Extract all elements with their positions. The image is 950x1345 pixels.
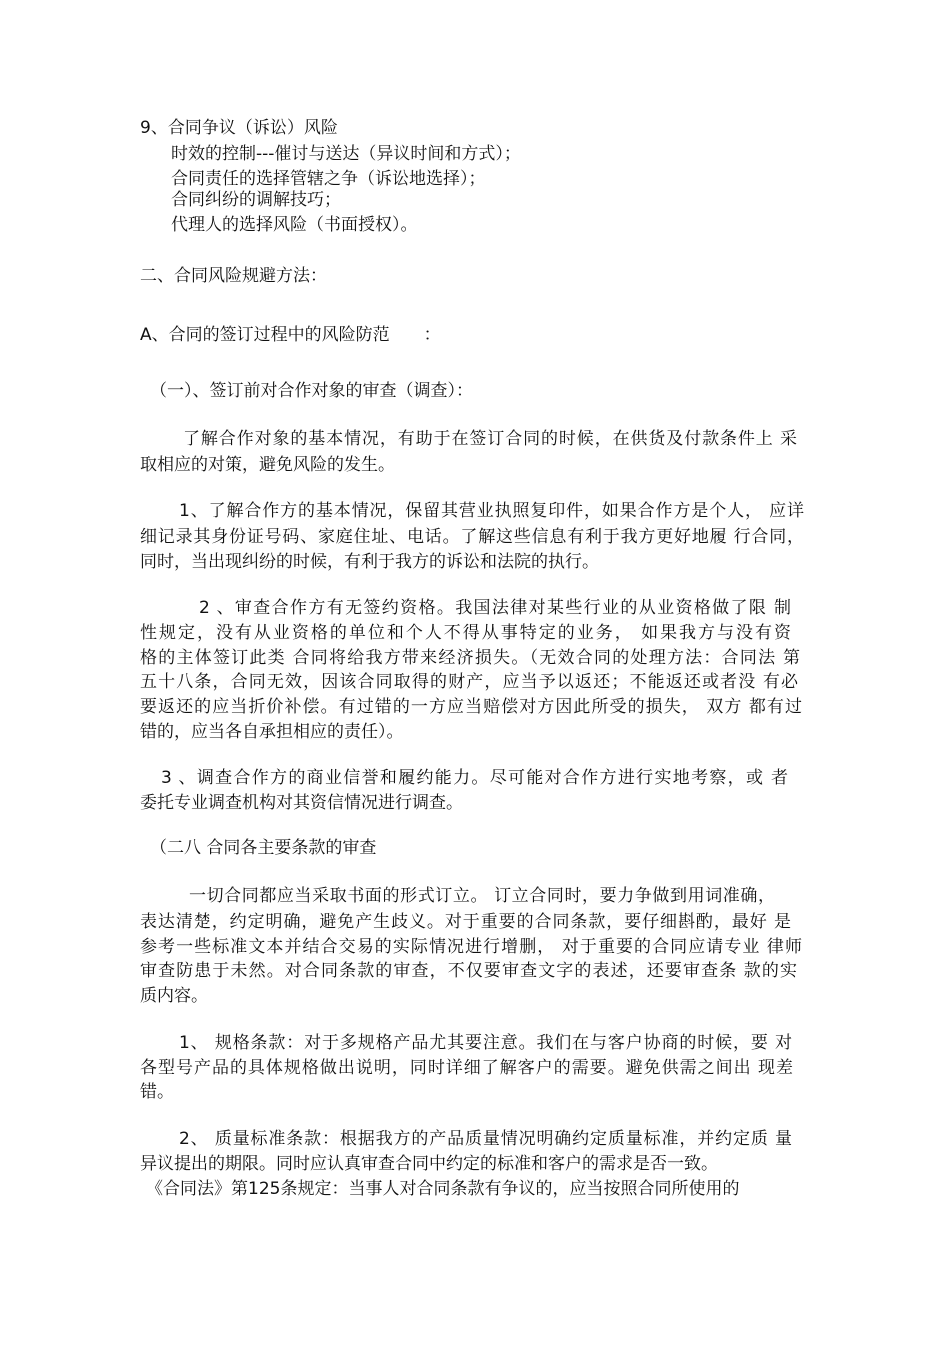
section-9-item: 合同纠纷的调解技巧； bbox=[171, 190, 341, 210]
terms-paragraph-line: 参考一些标准文本并结合交易的实际情况进行增删， 对于重要的合同应请专业 律师 bbox=[140, 937, 802, 957]
item-3-line: 委托专业调查机构对其资信情况进行调查。 bbox=[140, 793, 463, 813]
section-9-heading: 9、合同争议（诉讼）风险 bbox=[140, 118, 338, 138]
part-2-heading: 二、合同风险规避方法： bbox=[140, 266, 327, 286]
section-9-item: 代理人的选择风险（书面授权）。 bbox=[171, 215, 418, 235]
item-1-line: 1、了解合作方的基本情况，保留其营业执照复印件，如果合作方是个人， 应详 bbox=[179, 501, 804, 521]
terms-paragraph-line: 一切合同都应当采取书面的形式订立。 订立合同时，要力争做到用词准确， bbox=[189, 886, 775, 906]
item-2-line: 要返还的应当折价补偿。有过错的一方应当赔偿对方因此所受的损失， 双方 都有过 bbox=[140, 697, 802, 717]
spec-clause-line: 1、 规格条款：对于多规格产品尤其要注意。我们在与客户协商的时候，要 对 bbox=[179, 1033, 792, 1053]
section-9-item: 合同责任的选择管辖之争（诉讼地选择）； bbox=[171, 169, 486, 189]
item-2-line: 性规定，没有从业资格的单位和个人不得从事特定的业务， 如果我方与没有资 bbox=[140, 623, 791, 643]
spec-clause-line: 各型号产品的具体规格做出说明，同时详细了解客户的需要。避免供需之间出 现差 bbox=[140, 1058, 793, 1078]
quality-clause-line: 异议提出的期限。同时应认真审查合同中约定的标准和客户的需求是否一致。 bbox=[140, 1154, 718, 1174]
quality-clause-line: 2、 质量标准条款：根据我方的产品质量情况明确约定质量标准，并约定质 量 bbox=[179, 1129, 792, 1149]
item-2-line: 五十八条，合同无效，因该合同取得的财产，应当予以返还；不能返还或者没 有必 bbox=[140, 672, 798, 692]
terms-paragraph-line: 质内容。 bbox=[140, 986, 208, 1006]
subsection-1-heading: （一）、签订前对合作对象的审查（调查）： bbox=[150, 381, 473, 401]
item-3-line: 3 、调查合作方的商业信誉和履约能力。尽可能对合作方进行实地考察，或 者 bbox=[161, 768, 788, 788]
section-9-item: 时效的控制---催讨与送达（异议时间和方式）； bbox=[171, 144, 521, 164]
spec-clause-line: 错。 bbox=[140, 1082, 174, 1102]
item-2-line: 格的主体签订此类 合同将给我方带来经济损失。（无效合同的处理方法：合同法 第 bbox=[140, 648, 800, 668]
item-1-line: 细记录其身份证号码、家庭住址、电话。了解这些信息有利于我方更好地履 行合同， bbox=[140, 527, 804, 547]
terms-paragraph-line: 表达清楚，约定明确，避免产生歧义。对于重要的合同条款，要仔细斟酌，最好 是 bbox=[140, 912, 791, 932]
part-a-heading: A、合同的签订过程中的风险防范 ： bbox=[140, 325, 441, 345]
quality-clause-line: 《合同法》第125条规定：当事人对合同条款有争议的，应当按照合同所使用的 bbox=[146, 1179, 740, 1199]
terms-paragraph-line: 审查防患于未然。对合同条款的审查，不仅要审查文字的表述，还要审查条 款的实 bbox=[140, 961, 797, 981]
intro-paragraph-line: 了解合作对象的基本情况，有助于在签订合同的时候，在供货及付款条件上 采 bbox=[183, 429, 797, 449]
item-2-line: 2 、审查合作方有无签约资格。我国法律对某些行业的从业资格做了限 制 bbox=[199, 598, 791, 618]
item-1-line: 同时，当出现纠纷的时候，有利于我方的诉讼和法院的执行。 bbox=[140, 552, 599, 572]
intro-paragraph-line: 取相应的对策，避免风险的发生。 bbox=[140, 455, 395, 475]
item-2-line: 错的，应当各自承担相应的责任）。 bbox=[140, 722, 404, 742]
subsection-2-heading: （二八 合同各主要条款的审查 bbox=[150, 838, 377, 858]
